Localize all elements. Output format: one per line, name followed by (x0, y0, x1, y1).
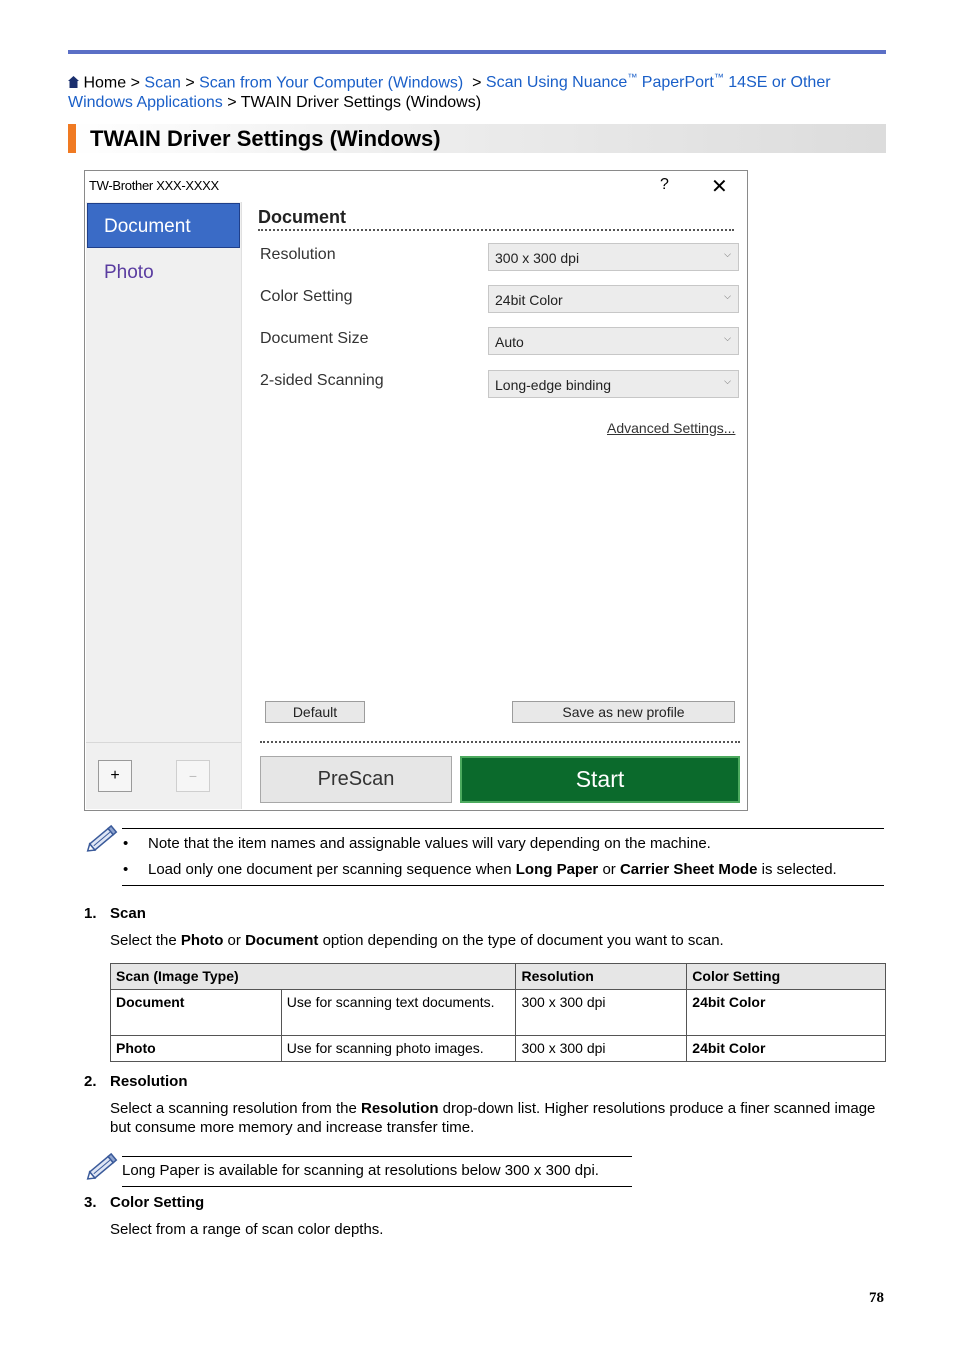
breadcrumb-scan[interactable]: Scan (144, 74, 181, 92)
prescan-button[interactable]: PreScan (260, 756, 452, 803)
breadcrumb: Home > Scan > Scan from Your Computer (Windows) > Scan Using Nuance™ PaperPort™ 14SE or Other Windows Applications > TWAIN Driver Settings (Windows) (68, 73, 831, 112)
table-header: Resolution (516, 964, 687, 990)
table-cell: Use for scanning photo images. (281, 1036, 516, 1062)
table-cell: 300 x 300 dpi (516, 990, 687, 1036)
table-cell: Photo (111, 1036, 282, 1062)
chevron-down-icon: ⌵ (724, 249, 731, 259)
table-header: Scan (Image Type) (111, 964, 516, 990)
sidebar-divider (86, 742, 241, 743)
color-setting-select[interactable]: 24bit Color ⌵ (488, 285, 739, 313)
step-number: 2. (84, 1073, 97, 1090)
table-header-row (111, 964, 886, 990)
close-icon[interactable]: ✕ (711, 176, 728, 198)
chevron-down-icon: ⌵ (724, 291, 731, 301)
note-text: Long Paper is available for scanning at resolutions below 300 x 300 dpi. (122, 1162, 599, 1179)
page-number: 78 (869, 1290, 884, 1306)
advanced-settings-link[interactable]: Advanced Settings... (607, 420, 736, 436)
pencil-icon (86, 822, 120, 854)
home-icon[interactable] (68, 76, 79, 88)
table-cell: Use for scanning text documents. (281, 990, 516, 1036)
step-heading: Color Setting (110, 1194, 205, 1211)
color-setting-label: Color Setting (260, 288, 353, 305)
note-bottom-rule (122, 885, 884, 886)
resolution-label: Resolution (260, 246, 336, 263)
section-divider (258, 229, 734, 231)
section-title: Document (258, 207, 347, 227)
note-top-rule (122, 828, 884, 829)
bottom-divider (260, 741, 740, 743)
chevron-down-icon: ⌵ (724, 376, 731, 386)
sidebar-item-photo[interactable]: Photo (104, 262, 154, 283)
add-profile-button[interactable]: + (98, 760, 132, 792)
twain-dialog (84, 170, 748, 811)
pencil-icon (86, 1150, 120, 1182)
breadcrumb-nuance[interactable]: Scan Using Nuance™ PaperPort™ 14SE or Other Windows Applications (68, 73, 831, 112)
two-sided-select[interactable]: Long-edge binding ⌵ (488, 370, 739, 398)
title-accent (68, 124, 76, 153)
table-header: Color Setting (687, 964, 886, 990)
sidebar-item-document[interactable]: Document (87, 203, 240, 248)
help-icon[interactable]: ? (660, 176, 669, 193)
step-heading: Resolution (110, 1073, 188, 1090)
resolution-select[interactable]: 300 x 300 dpi ⌵ (488, 243, 739, 271)
dialog-title: TW-Brother XXX-XXXX (89, 178, 219, 193)
page-title-bar (68, 124, 886, 153)
breadcrumb-home[interactable]: Home (83, 74, 127, 92)
table-cell: 24bit Color (687, 1036, 886, 1062)
document-size-label: Document Size (260, 330, 369, 347)
scan-type-table (110, 963, 886, 1062)
step-text: Select the Photo or Document option depending on the type of document you want to scan. (110, 932, 724, 949)
step-number: 1. (84, 905, 97, 922)
profile-sidebar (86, 202, 242, 809)
table-cell: 24bit Color (687, 990, 886, 1036)
top-rule (68, 50, 886, 54)
table-cell: 300 x 300 dpi (516, 1036, 687, 1062)
breadcrumb-scan-from-computer[interactable]: Scan from Your Computer (Windows) (199, 74, 464, 92)
start-button[interactable]: Start (460, 756, 740, 803)
note-top-rule (122, 1156, 632, 1157)
step-heading: Scan (110, 905, 146, 922)
step-text: Select from a range of scan color depths. (110, 1221, 384, 1238)
table-row (111, 990, 886, 1036)
save-profile-button[interactable]: Save as new profile (512, 701, 735, 723)
document-size-select[interactable]: Auto ⌵ (488, 327, 739, 355)
breadcrumb-current: TWAIN Driver Settings (Windows) (240, 94, 482, 112)
default-button[interactable]: Default (265, 701, 365, 723)
remove-profile-button[interactable]: − (176, 760, 210, 792)
two-sided-label: 2-sided Scanning (260, 372, 384, 389)
chevron-down-icon: ⌵ (724, 333, 731, 343)
note-bottom-rule (122, 1186, 632, 1187)
step-text: Select a scanning resolution from the Resolution drop-down list. Higher resolutions produce a finer scanned image but consume more memory and increase transfer time. (110, 1100, 876, 1136)
step-number: 3. (84, 1194, 97, 1211)
page-title: TWAIN Driver Settings (Windows) (90, 126, 441, 151)
table-cell: Document (111, 990, 282, 1036)
table-row (111, 1036, 886, 1062)
